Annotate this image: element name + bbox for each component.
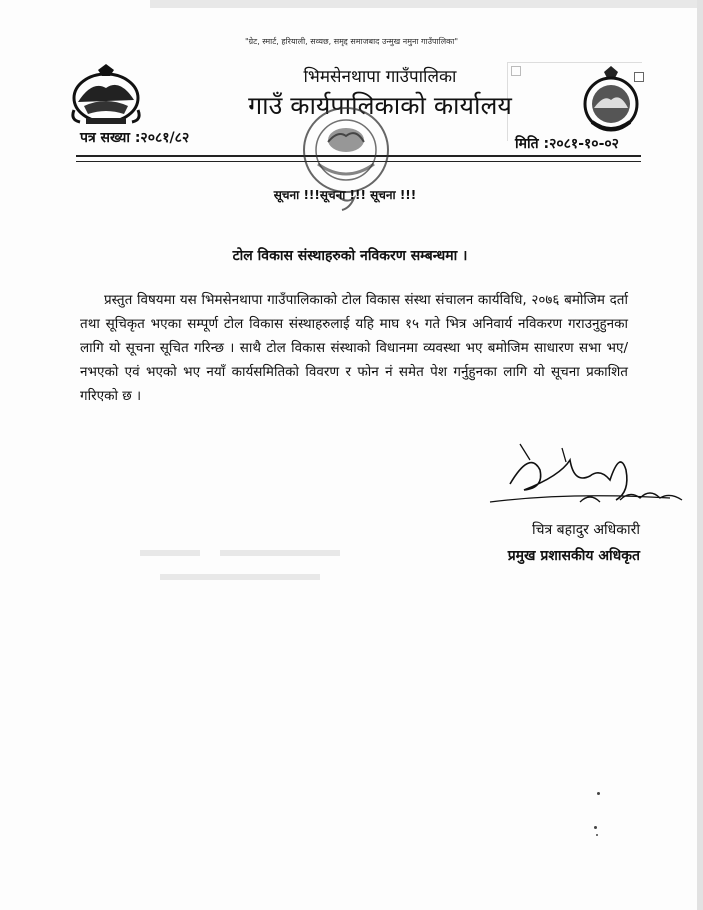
scan-speck — [597, 792, 600, 795]
scan-edge-right — [697, 0, 703, 910]
notice-body: प्रस्तुत विषयमा यस भिमसेनथापा गाउँपालिकाको टोल विकास संस्था संचालन कार्यविधि, २०७६ बमोजिम दर्ता तथा सूचिकृत भएका सम्पूर्ण टोल विकास संस्थाहरुलाई यहि माघ १५ गते भित्र अनिवार्य नविकरण गराउनुहुनका लागि यो सूचना सूचित गरिन्छ । साथै टोल विकास संस्थाको विधानमा व्यवस्था भए बमोजिम साधारण सभा भए/नभएको एवं भएको भए नयाँ कार्यसमितिको विवरण र फोन नं समेत पेश गर्नुहुनका लागि यो सूचना प्रकाशित गरिएको छ । — [80, 292, 628, 404]
municipality-logo-icon — [580, 66, 642, 138]
scan-speck — [594, 826, 597, 829]
notice-subject: टोल विकास संस्थाहरुको नविकरण सम्बन्धमा । — [232, 248, 468, 264]
reference-number: पत्र सख्या :२०८१/८२ — [80, 130, 190, 146]
slogan: "ग्रेट, स्मार्ट, हरियाली, सव्यछ, समृद्द समाजबाद उन्मुख नमुना गाउँपालिका" — [244, 37, 459, 46]
letter-date: मिति :२०८१-१०-०२ — [515, 136, 619, 152]
bleed-through-text — [140, 540, 400, 600]
office-name: गाउँ कार्यपालिकाको कार्यालय — [248, 91, 512, 120]
signatory-title: प्रमुख प्रशासकीय अधिकृत — [507, 548, 640, 564]
scan-edge-top — [150, 0, 703, 8]
org-name: भिमसेनथापा गाउँपालिका — [303, 67, 457, 87]
signatory-name: चित्र बहादुर अधिकारी — [531, 522, 640, 538]
handwritten-signature-icon — [470, 440, 690, 520]
scan-speck — [596, 834, 598, 836]
notice-heading: सूचना !!!सूचना !!! सूचना !!! — [273, 188, 417, 202]
nepal-government-emblem-icon — [64, 62, 148, 128]
